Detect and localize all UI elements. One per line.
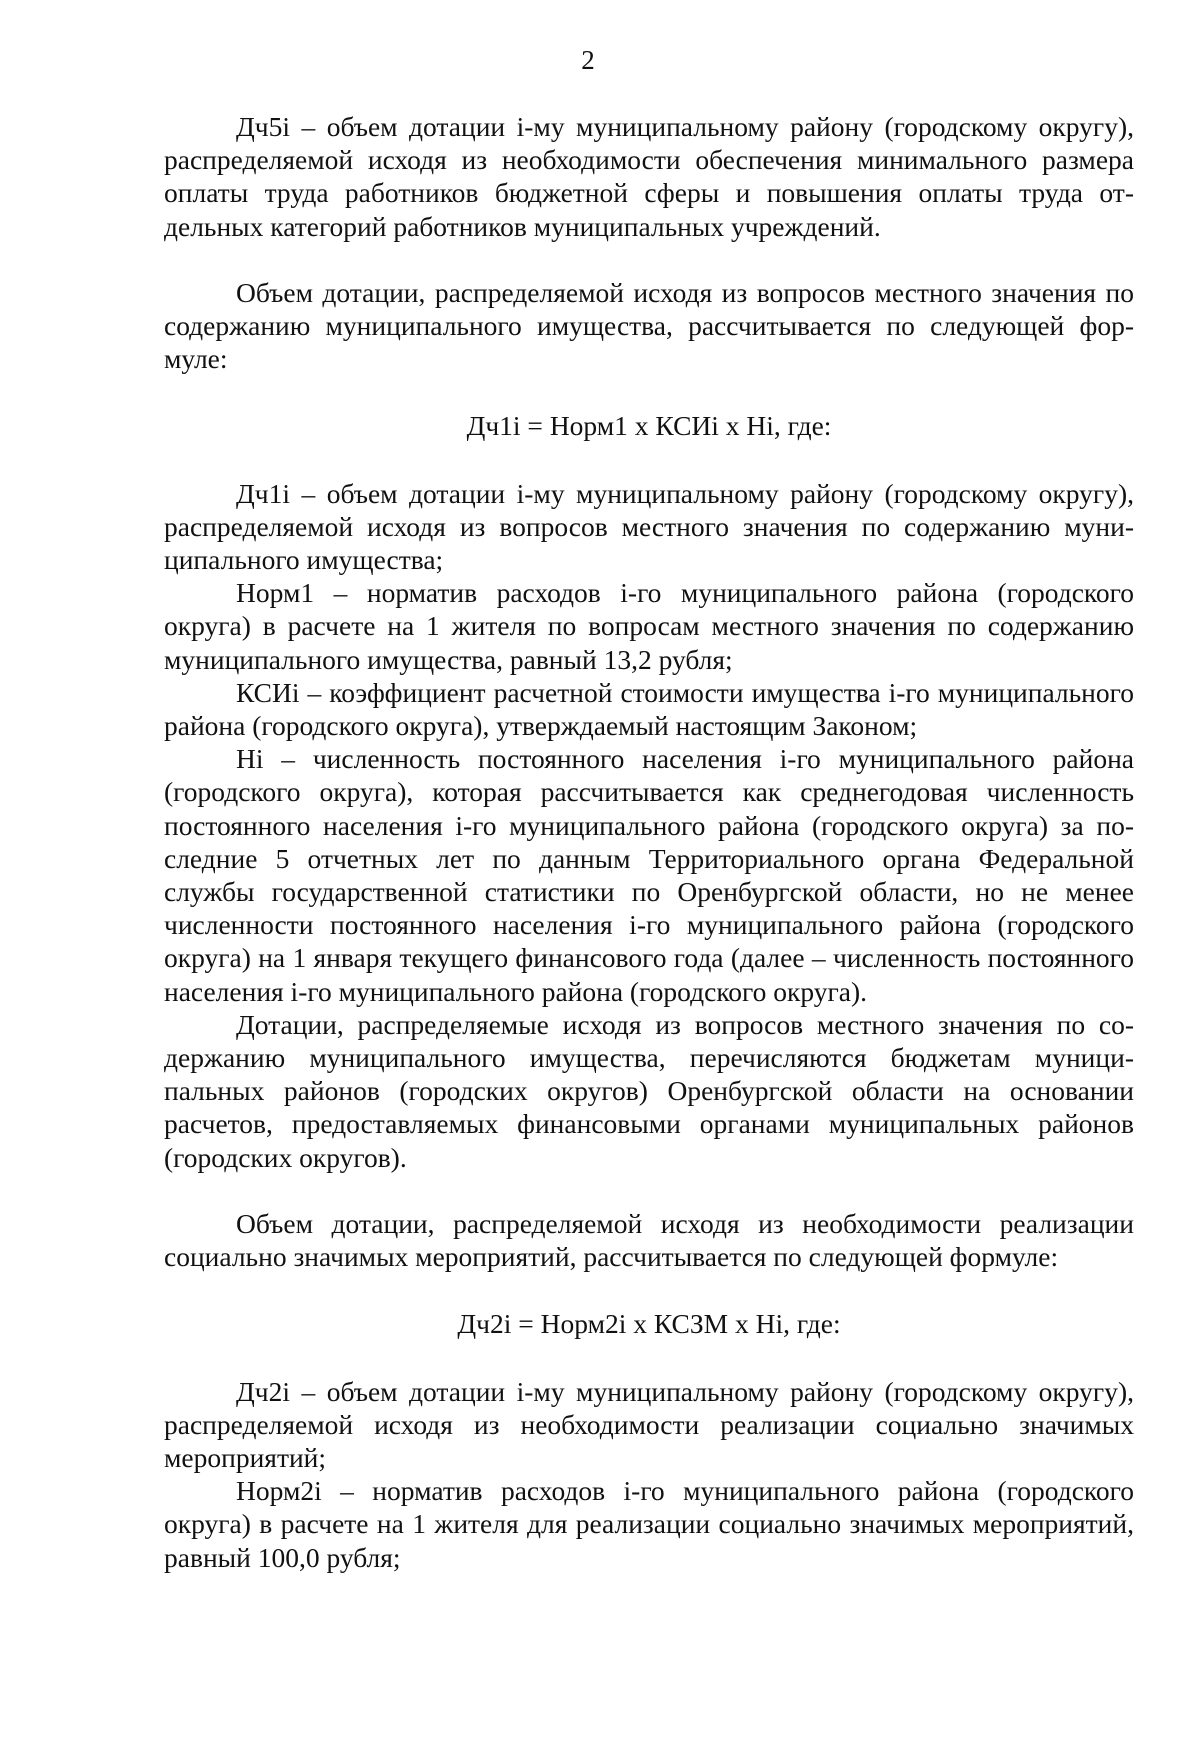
- document-body: [164, 110, 1134, 1574]
- paragraph-norm2i-definition: Норм2i – норматив расходов i-го муниципального района (городского округа) в расчете на 1 жителя для реализации социально значимых мероприятий, равный 100,0 рубля;: [164, 1475, 1134, 1573]
- spacer: [164, 443, 1134, 477]
- paragraph-ksii-definition: КСИi – коэффициент расчетной стоимости имущества i-го муниципального района (городского округа), утверждаемый настоящим Законом;: [164, 676, 1134, 742]
- spacer: [164, 375, 1134, 409]
- spacer: [164, 1174, 1134, 1207]
- spacer: [164, 243, 1134, 276]
- paragraph-property-subsidy-intro: Объем дотации, распределяемой исходя из вопросов местного значения по содержанию муниципального имущества, рассчитывается по следующей формуле:: [164, 276, 1134, 375]
- paragraph-norm1-definition: Норм1 – норматив расходов i-го муниципального района (городского округа) в расчете на 1 жителя по вопросам местного значения по содержанию муниципального имущества, равный 13,2 рубля;: [164, 577, 1134, 675]
- paragraph-social-events-intro: Объем дотации, распределяемой исходя из необходимости реализации социально значимых мероприятий, рассчитывается по следующей формуле:: [164, 1207, 1134, 1273]
- paragraph-ni-definition: Нi – численность постоянного населения i-го муниципального района (городского округа), которая рассчитывается как среднегодовая численность постоянного населения i-го муниципального района (городского округа) за последние 5 отчетных лет по данным Территориального органа Федеральной службы государственной статистики по Оренбургской области, но не менее численности постоянного населения i-го муниципального района (городского округа) на 1 января текущего финансового года (далее – численность постоянного населения i-го муниципального района (городского округа).: [164, 743, 1134, 1007]
- formula-dch1i: Дч1i = Норм1 х КСИi х Нi, где:: [466, 410, 832, 442]
- spacer: [164, 1273, 1134, 1307]
- paragraph-property-subsidy-transfer: Дотации, распределяемые исходя из вопросов местного значения по содержанию муниципального имущества, перечисляются бюджетам муниципальных районов (городских округов) Оренбургской области на основании расчетов, предоставляемых финансовыми органами муниципальных районов (городских округов).: [164, 1008, 1134, 1173]
- formula-dch2i: Дч2i = Норм2i х КСЗМ х Нi, где:: [457, 1308, 841, 1340]
- spacer: [164, 1341, 1134, 1375]
- paragraph-dch2i-definition: Дч2i – объем дотации i-му муниципальному району (городскому округу), распределяемой исходя из необходимости реализации социально значимых мероприятий;: [164, 1375, 1134, 1473]
- paragraph-dch5i-definition: Дч5i – объем дотации i-му муниципальному району (городскому округу), распределяемой исходя из необходимости обеспечения минимального размера оплаты труда работников бюджетной сферы и повышения оплаты труда отдельных категорий работников муниципальных учреждений.: [164, 111, 1134, 242]
- paragraph-dch1i-definition: Дч1i – объем дотации i-му муниципальному району (городскому округу), распределяемой исходя из вопросов местного значения по содержанию муниципального имущества;: [164, 477, 1134, 576]
- page-number: 2: [581, 45, 595, 75]
